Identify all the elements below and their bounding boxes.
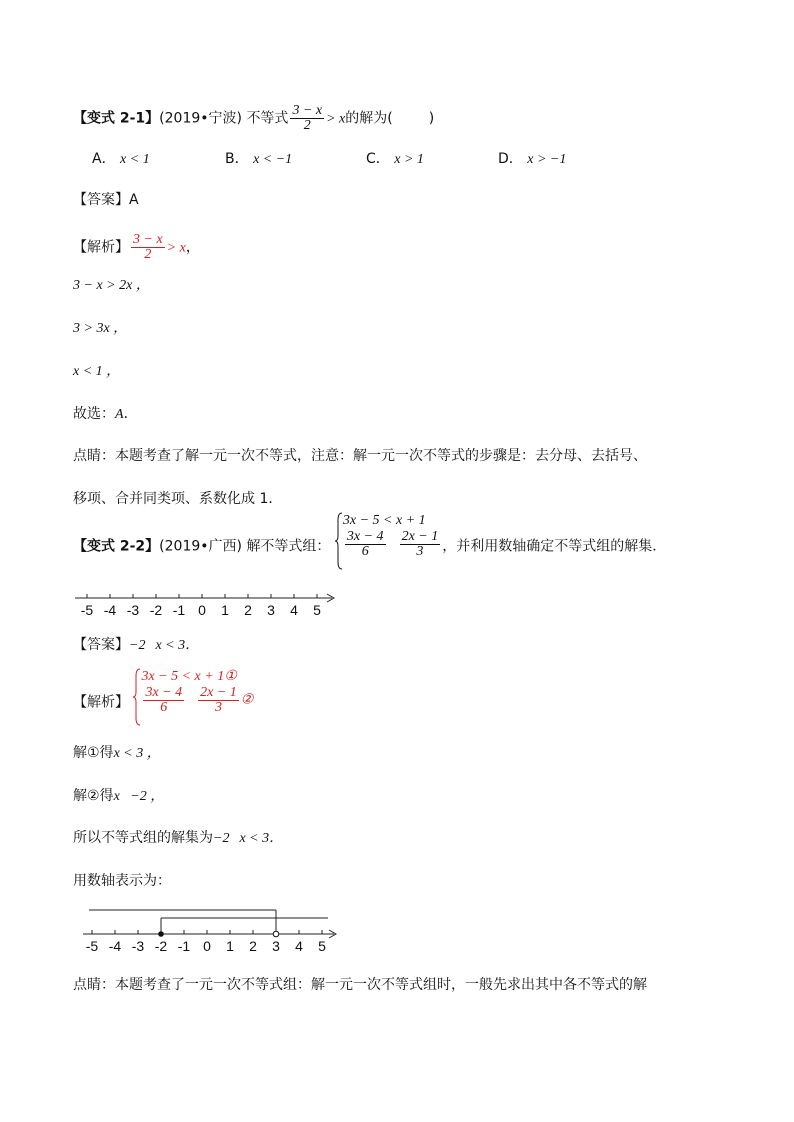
axis-tick-label: 0 — [203, 938, 211, 954]
q2-answer-label: 【答案】 — [73, 637, 129, 653]
frac-denominator: 6 — [361, 544, 369, 559]
axis-tick-label: 1 — [221, 602, 229, 618]
axis-tick-label: -3 — [131, 938, 145, 954]
axis-tick-label: -4 — [108, 938, 122, 954]
axis-tick-label: 2 — [244, 602, 252, 618]
frac-denominator: 6 — [160, 700, 168, 715]
q1-analysis-line — [73, 233, 200, 262]
axis-tick-label: 5 — [313, 602, 321, 618]
brace-icon — [133, 668, 141, 726]
q1-answer-line — [73, 191, 139, 209]
open-point — [273, 931, 279, 937]
q2-solve2-line — [73, 787, 164, 806]
axis-tick-label: -5 — [85, 938, 99, 954]
q1-choose-end: ． — [123, 406, 138, 422]
option-letter: A． — [92, 151, 116, 167]
axis-tick-label: -3 — [126, 602, 140, 618]
frac-denominator: 3 — [214, 700, 222, 715]
q2-analysis-frac-a — [143, 686, 184, 715]
option-letter: D． — [498, 151, 523, 167]
axis-tick-label: -2 — [149, 602, 163, 618]
q2-solution-b: x < 3． — [239, 831, 284, 846]
frac-numerator: 2x − 1 — [200, 685, 237, 700]
q2-solve2-label: 解②得 — [73, 788, 114, 804]
q1-analysis-fraction — [131, 233, 165, 262]
q2-solution-number-line — [78, 905, 346, 957]
q2-answer-b: x < 3． — [155, 638, 200, 653]
q2-solution-line — [73, 829, 283, 848]
q2-solve1-expr: x < 3 ， — [113, 746, 161, 761]
axis-tick-label: 5 — [318, 938, 326, 954]
q2-comment: 点睛：本题考查了一元一次不等式组：解一元一次不等式组时，一般先求出其中各不等式的解 — [73, 977, 647, 993]
q2-solve1-line — [73, 744, 161, 763]
q2-analysis-line — [73, 669, 254, 715]
q2-ineq-2 — [343, 530, 442, 559]
brace-icon — [335, 512, 343, 570]
q2-analysis-label: 【解析】 — [73, 694, 129, 711]
axis-tick-label: -1 — [172, 602, 186, 618]
q2-ineq-1: 3x − 5 < x + 1 — [342, 513, 426, 528]
q2-solve1-label: 解①得 — [73, 745, 114, 761]
q2-analysis-mark-2: ② — [240, 692, 254, 708]
q2-numberline-text: 用数轴表示为： — [73, 873, 171, 889]
q2-analysis-ineq-2 — [141, 686, 253, 715]
q1-analysis-comma: ， — [185, 239, 200, 256]
option-expr: x < 1 — [120, 152, 150, 167]
q2-answer-line — [73, 636, 199, 655]
axis-tick-label: 1 — [226, 938, 234, 954]
axis-tick-label: 3 — [272, 938, 280, 954]
q2-system — [335, 512, 442, 559]
q2-solve2-expr: x −2 ， — [113, 789, 165, 804]
axis-tick-label: 3 — [267, 602, 275, 618]
q1-choose-text: 故选： — [73, 406, 115, 422]
frac-numerator: 2x − 1 — [401, 529, 439, 544]
q2-prompt: 解不等式组： — [246, 538, 331, 555]
q2-answer-a: −2 — [129, 638, 146, 653]
axis-tick-label: -5 — [80, 602, 94, 618]
q1-option-a[interactable] — [92, 148, 150, 168]
frac-denominator: 3 — [416, 544, 424, 559]
option-expr: x > −1 — [527, 152, 567, 167]
q2-frac-b — [400, 530, 441, 559]
q2-analysis-ineq-1: 3x − 5 < x + 1① — [141, 669, 237, 684]
q1-paren-close: ) — [428, 110, 435, 127]
q2-solution-a: −2 — [213, 831, 230, 846]
q1-frac-denominator: 2 — [303, 118, 311, 133]
frac-numerator: 3x − 4 — [346, 529, 384, 544]
q1-analysis-label: 【解析】 — [73, 239, 129, 256]
axis-tick-label: 0 — [198, 602, 206, 618]
axis-tick-label: 2 — [249, 938, 257, 954]
q1-suffix: 的解为( — [345, 110, 393, 127]
q1-step-3: x < 1 ， — [73, 364, 121, 379]
axis-tick-label: 4 — [295, 938, 303, 954]
option-expr: x < −1 — [253, 152, 293, 167]
axis-tick-label: -2 — [154, 938, 168, 954]
option-letter: C． — [366, 151, 390, 167]
q1-answer: A — [129, 192, 139, 208]
q1-fraction — [290, 104, 324, 133]
q2-analysis-frac-b — [198, 686, 239, 715]
q2-source: (2019•广西) — [159, 538, 242, 555]
q1-step-1: 3 − x > 2x ， — [73, 278, 150, 293]
q1-answer-label: 【答案】 — [73, 192, 129, 208]
q1-choose-value: A — [115, 407, 124, 422]
q1-ineq-tail: > x — [326, 111, 346, 127]
option-expr: x > 1 — [394, 152, 424, 167]
frac-denominator: 2 — [144, 247, 152, 262]
q1-option-d[interactable] — [498, 148, 566, 168]
q2-suffix: ，并利用数轴确定不等式组的解集． — [442, 538, 667, 555]
q1-prompt: 不等式 — [246, 110, 289, 127]
solid-point — [158, 931, 164, 937]
q2-line — [73, 513, 667, 559]
axis-tick-label: 4 — [290, 602, 298, 618]
q1-option-b[interactable] — [225, 148, 292, 168]
q2-blank-number-line — [70, 588, 345, 620]
q1-comment-line-1: 点睛：本题考查了解一元一次不等式，注意：解一元一次不等式的步骤是：去分母、去括号、 — [73, 448, 647, 464]
q2-analysis-system — [133, 668, 253, 715]
q2-tag: 【变式 2-2】 — [73, 538, 160, 555]
axis-tick-label: -4 — [103, 602, 117, 618]
q1-comment-line-2: 移项、合并同类项、系数化成 1． — [73, 491, 283, 507]
frac-numerator: 3 − x — [133, 232, 163, 247]
q1-source: (2019•宁波) — [159, 110, 242, 127]
q1-tag: 【变式 2-1】 — [73, 110, 160, 127]
q1-line — [73, 104, 434, 133]
q1-frac-numerator: 3 − x — [292, 103, 323, 118]
option-letter: B． — [225, 151, 249, 167]
q1-analysis-tail: > x — [166, 240, 186, 256]
q1-step-2: 3 > 3x ， — [73, 321, 128, 336]
q2-solution-text: 所以不等式组的解集为 — [73, 830, 213, 846]
axis-tick-label: -1 — [177, 938, 191, 954]
q2-frac-a — [345, 530, 386, 559]
q1-choose-line — [73, 405, 138, 424]
q1-option-c[interactable] — [366, 148, 424, 168]
frac-numerator: 3x − 4 — [145, 685, 183, 700]
